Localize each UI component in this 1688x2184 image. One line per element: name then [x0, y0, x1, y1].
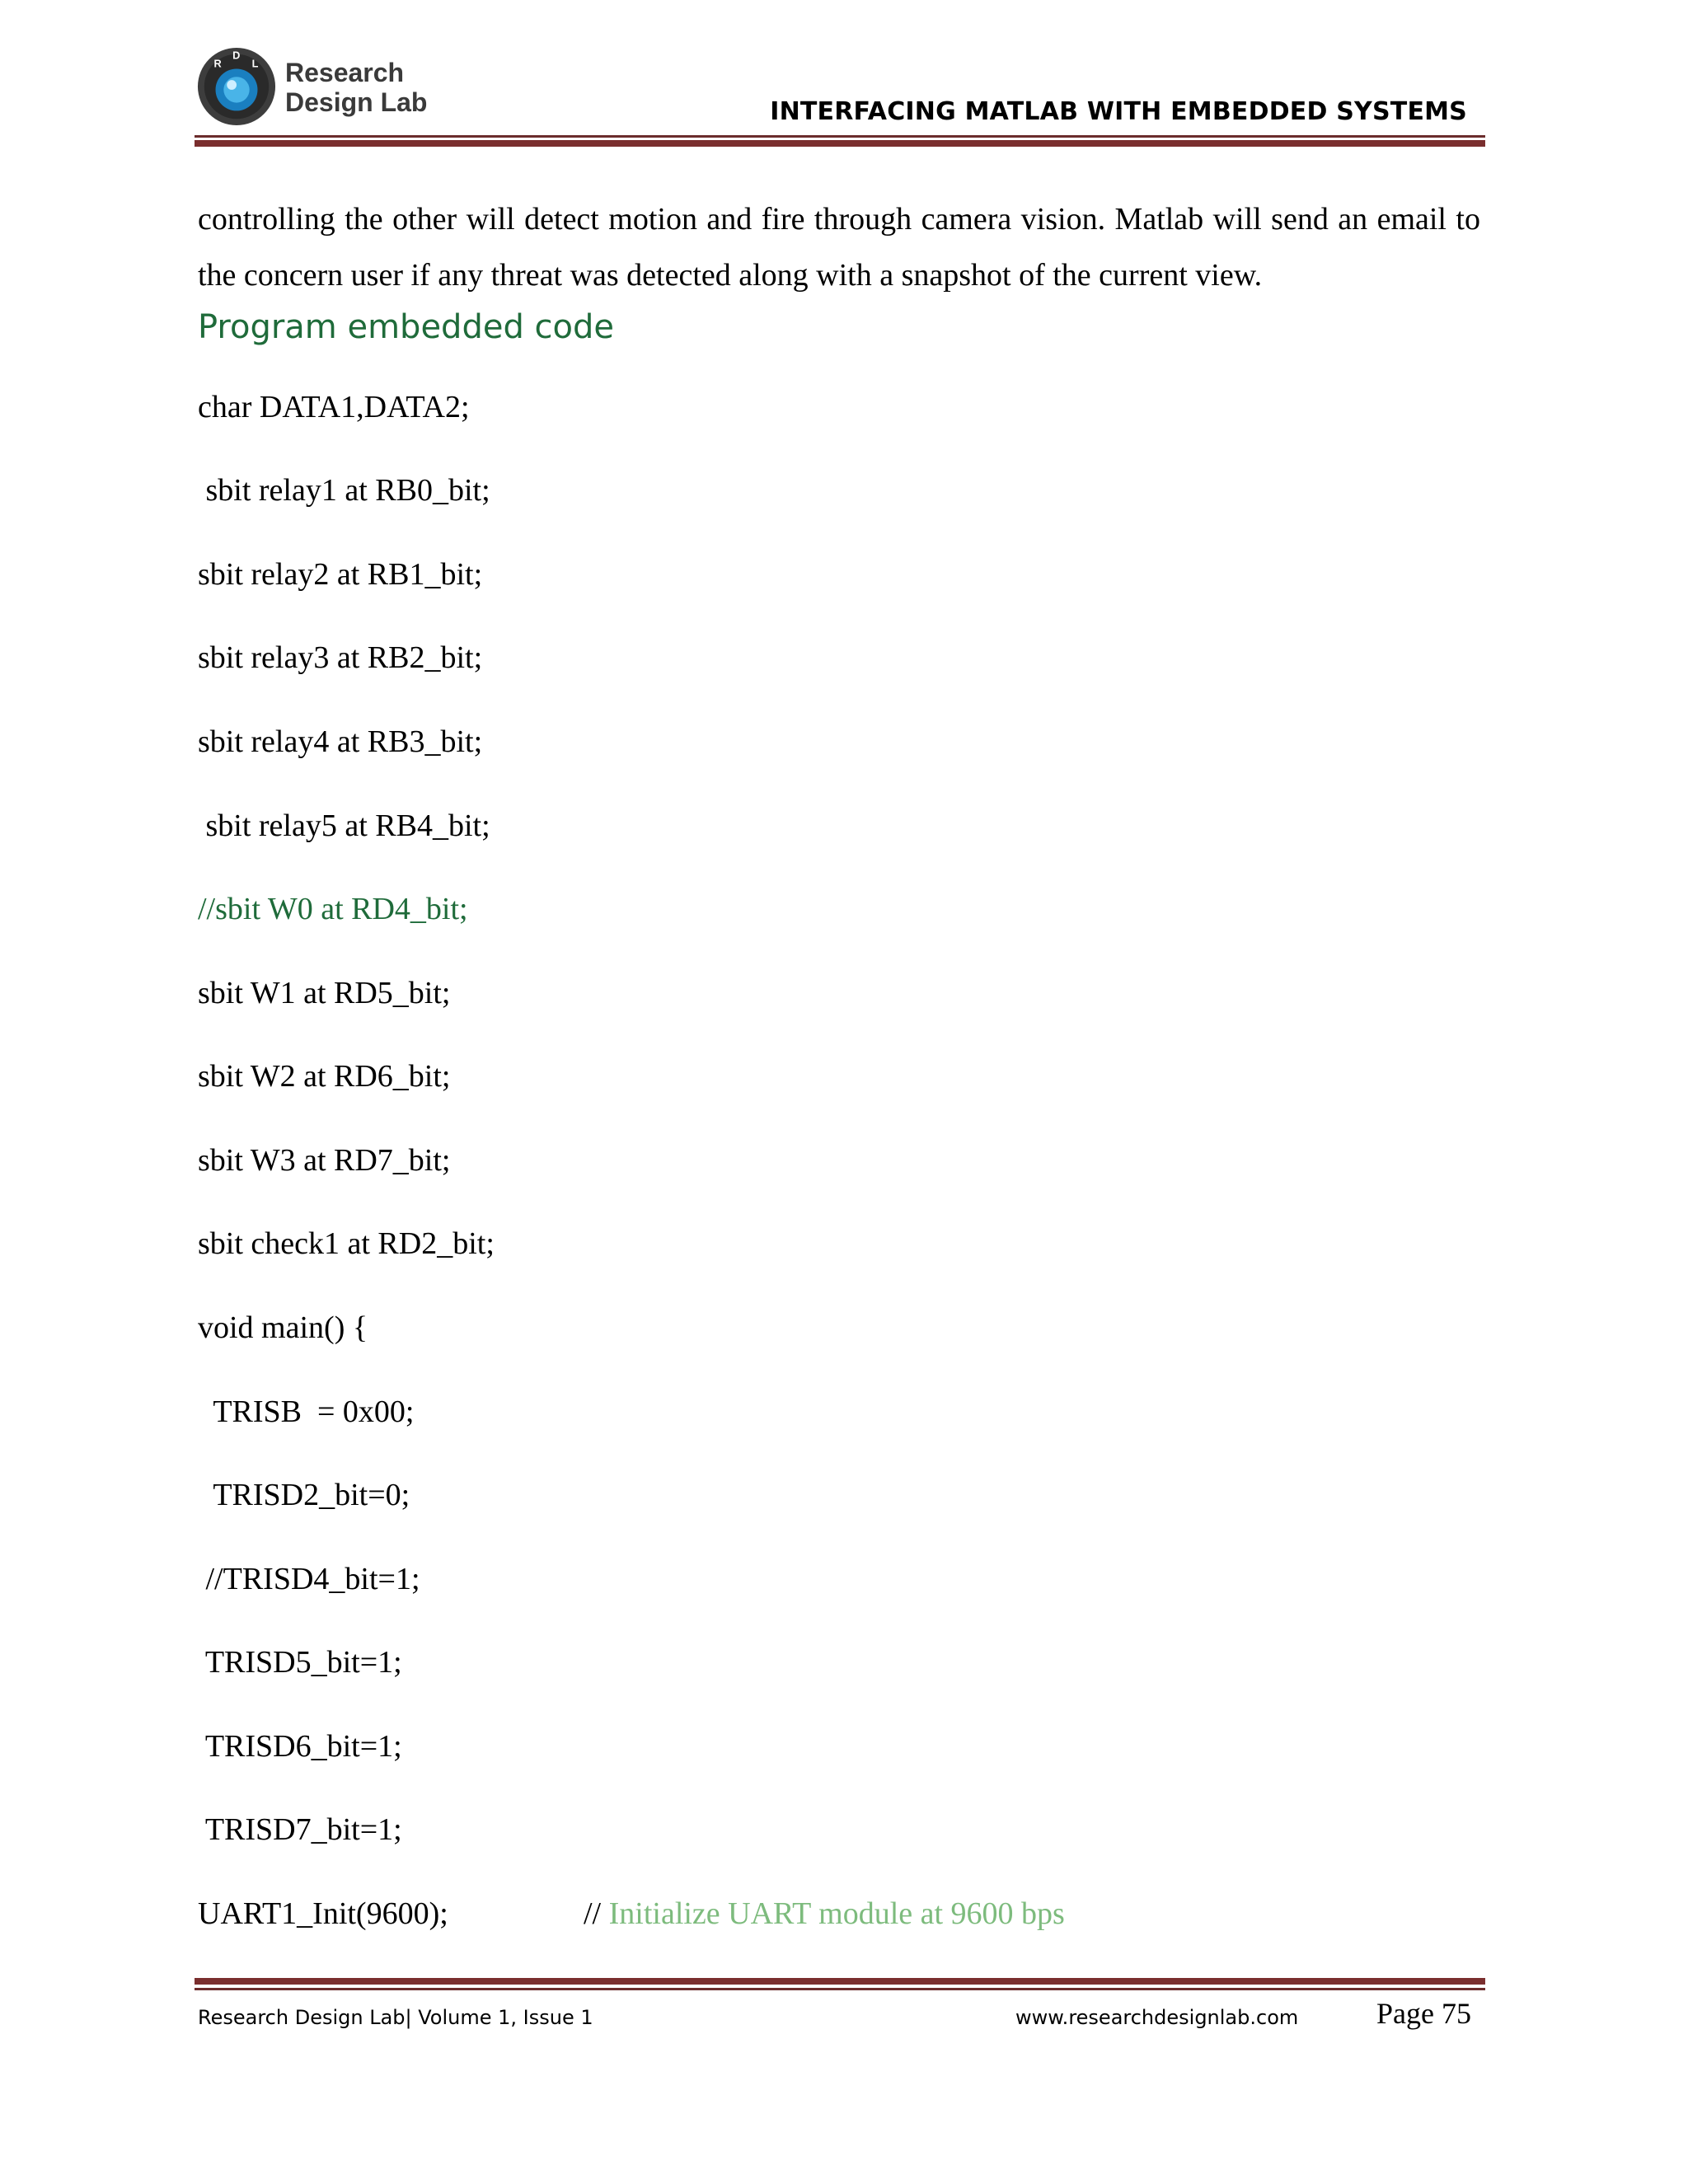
code-line: char DATA1,DATA2;	[198, 390, 470, 424]
footer-rule	[195, 1988, 1485, 1990]
code-line: sbit W3 at RD7_bit;	[198, 1143, 451, 1178]
rdl-logo-icon	[196, 46, 277, 127]
logo-letter-l: L	[251, 57, 259, 70]
footer-rule-thick	[195, 1978, 1485, 1985]
code-line: sbit relay2 at RB1_bit;	[198, 557, 483, 592]
logo-letter-d: D	[232, 49, 241, 62]
logo-wordmark	[285, 58, 427, 117]
uart-init-code: UART1_Init(9600);	[198, 1896, 448, 1931]
rdl-logo	[195, 43, 458, 134]
uart-init-comment	[584, 1896, 1065, 1932]
page-number: Page 75	[1376, 1997, 1471, 2030]
footer-publication: Research Design Lab| Volume 1, Issue 1	[198, 2006, 593, 2029]
code-line: //TRISD4_bit=1;	[198, 1562, 420, 1596]
code-line: TRISD7_bit=1;	[198, 1812, 402, 1847]
section-heading: Program embedded code	[198, 308, 615, 346]
code-line: sbit W2 at RD6_bit;	[198, 1059, 451, 1094]
uart-comment-slashes: //	[584, 1896, 602, 1931]
header-rule-thick	[195, 140, 1485, 147]
code-line: TRISD2_bit=0;	[198, 1478, 410, 1512]
code-line: sbit check1 at RD2_bit;	[198, 1226, 495, 1261]
header-title: INTERFACING MATLAB WITH EMBEDDED SYSTEMS	[770, 97, 1467, 126]
intro-paragraph: controlling the other will detect motion and fire through camera vision. Matlab will send an email to the concern user if any threat was detected along with a snapshot of the current view.	[198, 202, 1480, 293]
code-line: sbit relay1 at RB0_bit;	[198, 473, 490, 508]
code-line: sbit relay3 at RB2_bit;	[198, 640, 483, 675]
code-line: TRISB = 0x00;	[198, 1394, 415, 1429]
code-line: sbit relay5 at RB4_bit;	[198, 808, 490, 843]
logo-line-1: Research	[285, 58, 405, 87]
header-rule	[195, 135, 1485, 138]
code-line: TRISD6_bit=1;	[198, 1729, 402, 1764]
uart-comment-text: Initialize UART module at 9600 bps	[601, 1896, 1065, 1931]
code-comment-line: //sbit W0 at RD4_bit;	[198, 892, 468, 926]
code-line: sbit W1 at RD5_bit;	[198, 976, 451, 1010]
logo-letter-r: R	[213, 57, 222, 70]
logo-line-2: Design Lab	[285, 87, 428, 117]
code-line: void main() {	[198, 1310, 368, 1345]
code-line: sbit relay4 at RB3_bit;	[198, 724, 483, 759]
code-line: TRISD5_bit=1;	[198, 1645, 402, 1680]
footer-url: www.researchdesignlab.com	[1015, 2006, 1299, 2029]
